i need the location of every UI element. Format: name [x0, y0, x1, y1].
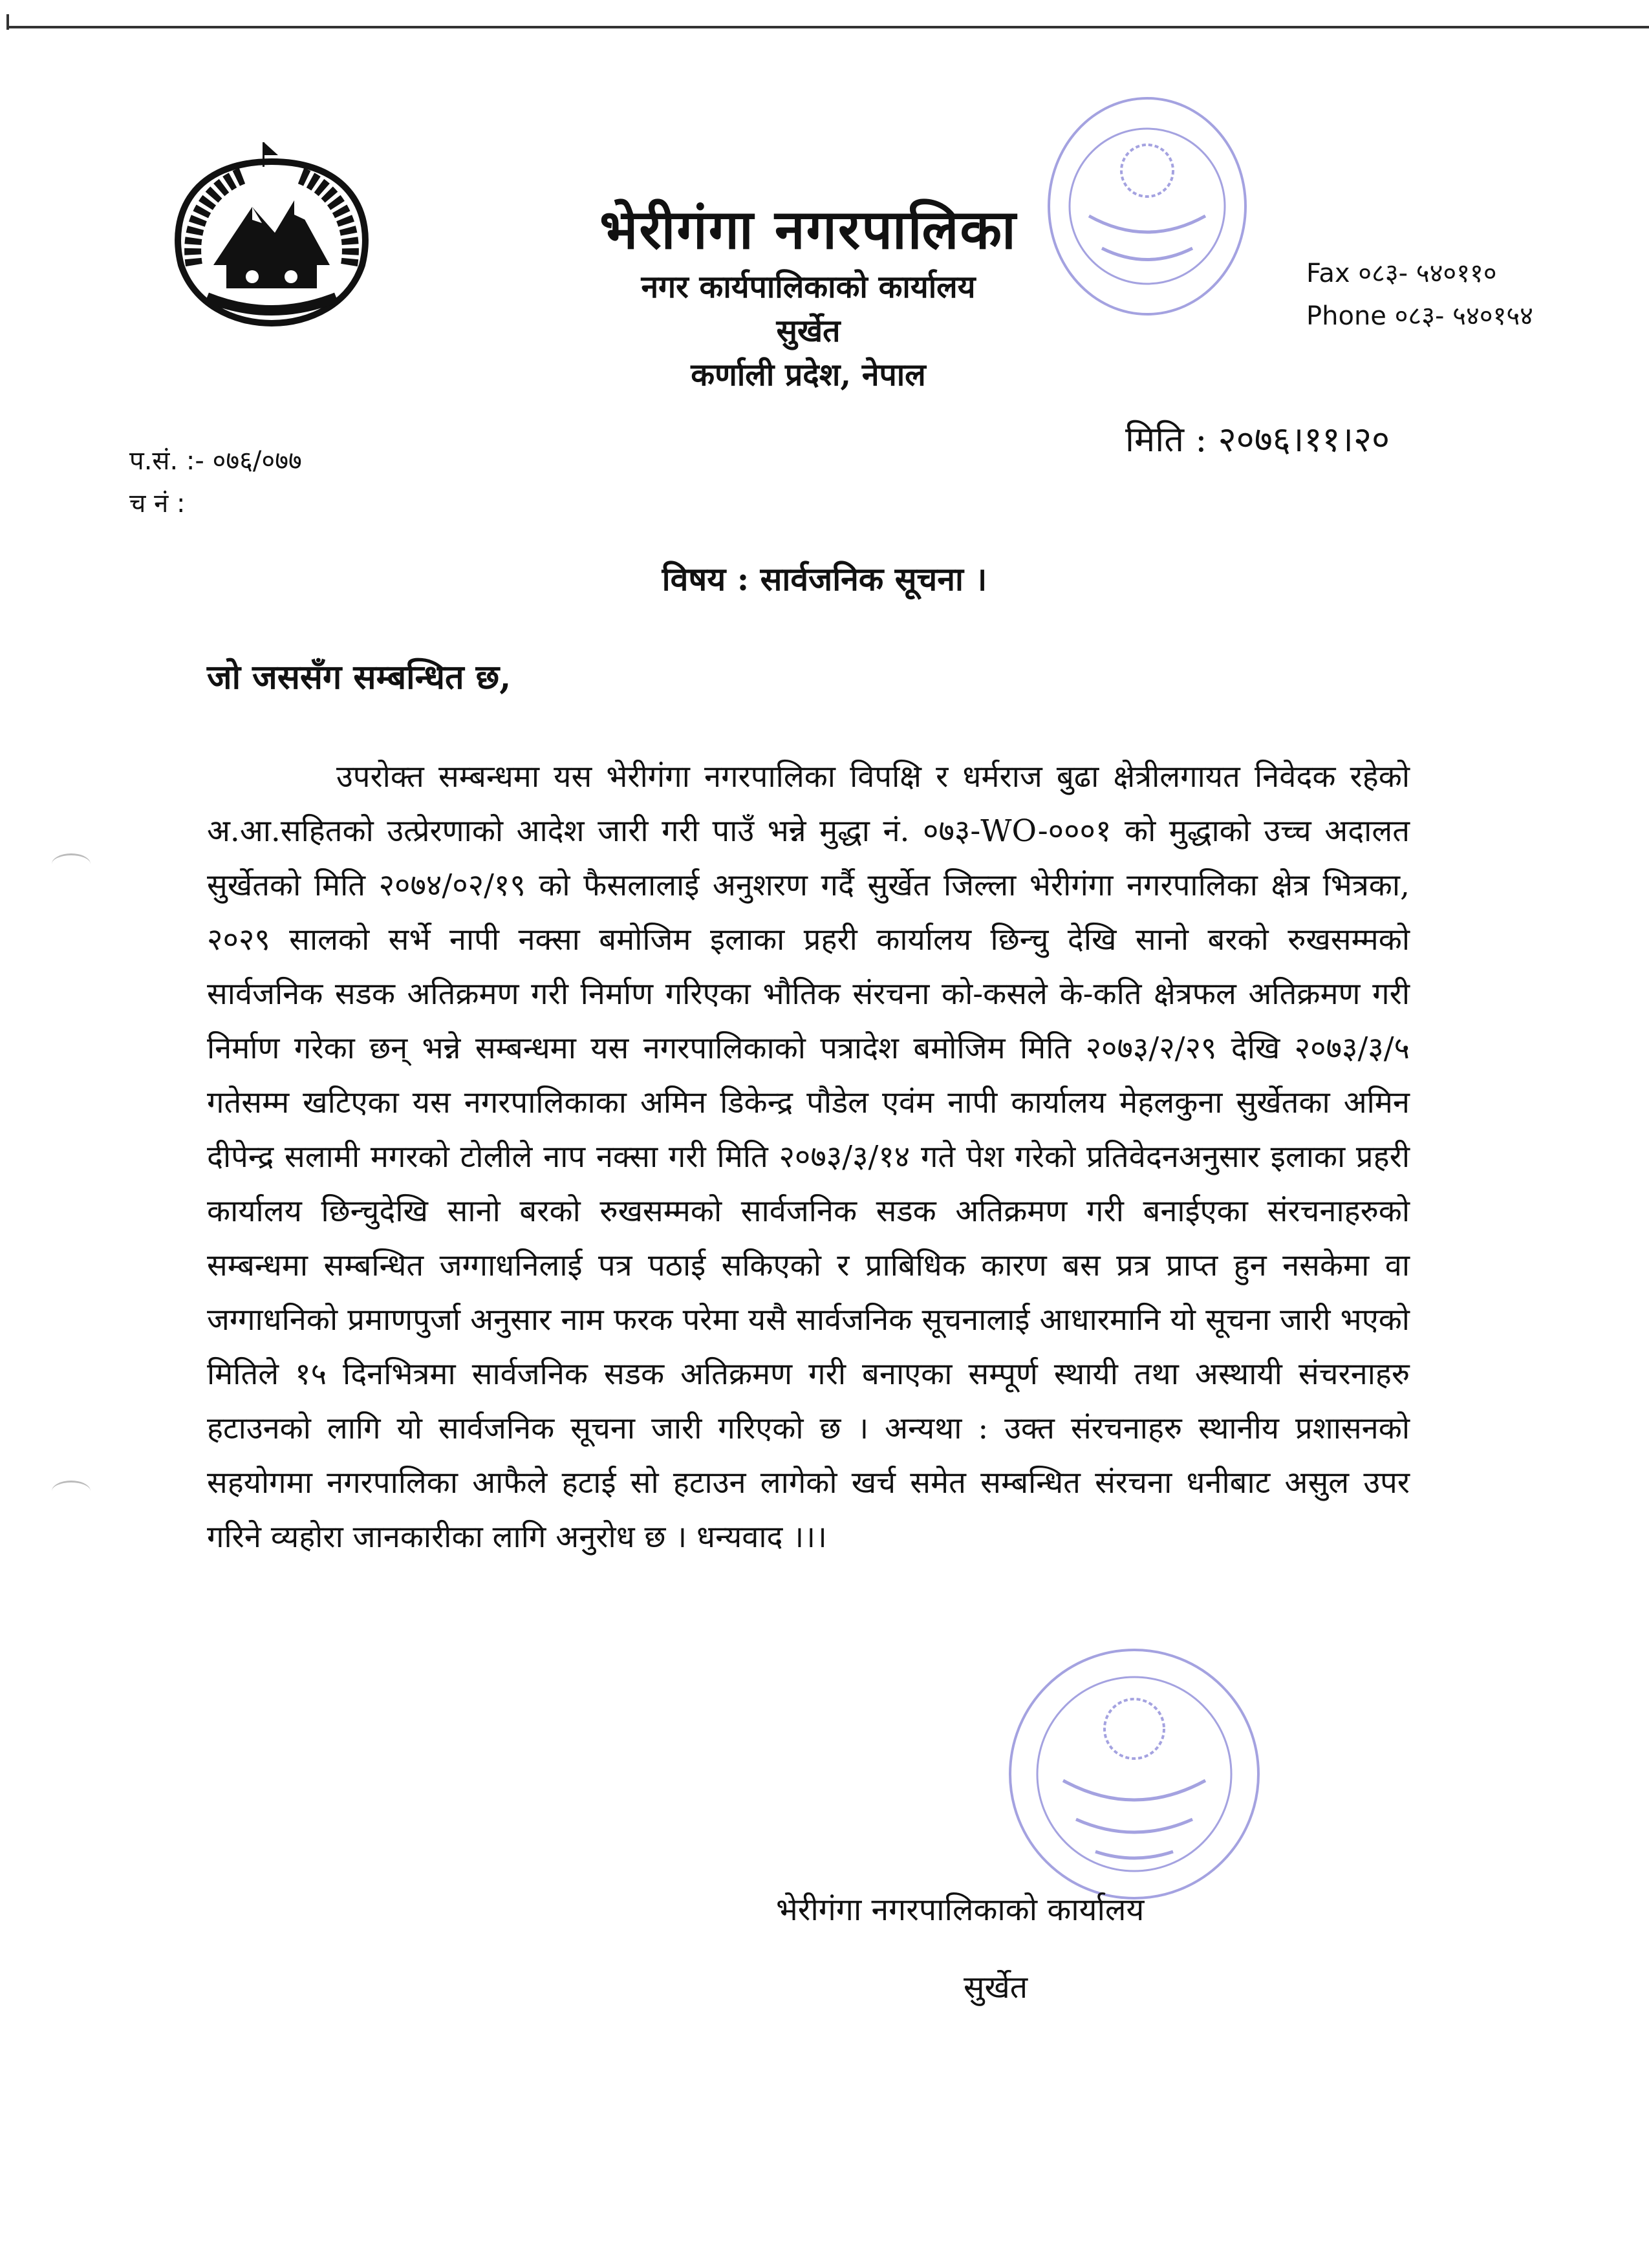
subject-line: विषय : सार्वजनिक सूचना । [662, 560, 987, 598]
salutation: जो जससँग सम्बन्धित छ, [207, 658, 512, 697]
signature-place: सुर्खेत [964, 1969, 1028, 2006]
phone-number: ०८३- ५४०१५४ [1394, 301, 1533, 331]
office-name: नगर कार्यपालिकाको कार्यालय [641, 269, 976, 305]
scan-artifact [52, 853, 91, 875]
scan-artifact [52, 1481, 91, 1502]
phone-label: Phone [1306, 301, 1386, 331]
reference-block [129, 440, 302, 525]
office-seal-icon [1048, 97, 1247, 316]
top-border-line [6, 26, 1649, 28]
province-name: कर्णाली प्रदेश, नेपाल [691, 357, 926, 393]
contact-info [1306, 252, 1533, 337]
letter-number: प.सं. :- ०७६/०७७ [129, 446, 302, 476]
municipality-title: भेरीगंगा नगरपालिका [599, 197, 1017, 261]
letterhead [517, 194, 1099, 397]
notice-body: उपरोक्त सम्बन्धमा यस भेरीगंगा नगरपालिका विपक्षि र धर्मराज बुढा क्षेत्रीलगायत निवेदक रहेको अ.आ.सहितको उत्प्रेरणाको आदेश जारी गरी पाउँ भन्ने मुद्धा नं. ०७३-WO-०००१ को मुद्धाको उच्च अदालत सुर्खेतको मिति २०७४/०२/१९ को फैसलालाई अनुशरण गर्दै सुर्खेत जिल्ला भेरीगंगा नगरपालिका क्षेत्र भित्रका, २०२९ सालको सर्भे नापी नक्सा बमोजिम इलाका प्रहरी कार्यालय छिन्चु देखि सानो बरको रुखसम्मको सार्वजनिक सडक अतिक्रमण गरी निर्माण गरिएका भौतिक संरचना को-कसले के-कति क्षेत्रफल अतिक्रमण गरी निर्माण गरेका छन् भन्ने सम्बन्धमा यस नगरपालिकाको पत्रादेश बमोजिम मिति २०७३/२/२९ देखि २०७३/३/५ गतेसम्म खटिएका यस नगरपालिकाका अमिन डिकेन्द्र पौडेल एवंम नापी कार्यालय मेहलकुना सुर्खेतका अमिन दीपेन्द्र सलामी मगरको टोलीले नाप नक्सा गरी मिति २०७३/३/१४ गते पेश गरेको प्रतिवेदनअनुसार इलाका प्रहरी कार्यालय छिन्चुदेखि सानो बरको रुखसम्मको सार्वजनिक सडक अतिक्रमण गरी बनाईएका संरचनाहरुको सम्बन्धमा सम्बन्धित जग्गाधनिलाई पत्र पठाई सकिएको र प्राबिधिक कारण बस प्रत्र प्राप्त हुन नसकेमा वा जग्गाधनिको प्रमाणपुर्जा अनुसार नाम फरक परेमा यसै सार्वजनिक सूचनालाई आधारमानि यो सूचना जारी भएको मितिले १५ दिनभित्रमा सार्वजनिक सडक अतिक्रमण गरी बनाएका सम्पूर्ण स्थायी तथा अस्थायी संचरनाहरु हटाउनको लागि यो सार्वजनिक सूचना जारी गरिएको छ । अन्यथा : उक्त संरचनाहरु स्थानीय प्रशासनको सहयोगमा नगरपालिका आफैले हटाई सो हटाउन लागेको खर्च समेत सम्बन्धित संरचना धनीबाट असुल उपर गरिने व्यहोरा जानकारीका लागि अनुरोध छ । धन्यवाद ।।। [207, 759, 1410, 1555]
fax-line [1306, 252, 1533, 295]
office-seal-icon [1009, 1649, 1260, 1899]
letter-date: मिति : २०७६।११।२० [1125, 419, 1390, 460]
fax-number: ०८३- ५४०११० [1358, 259, 1497, 288]
signature-office: भेरीगंगा नगरपालिकाको कार्यालय [776, 1892, 1145, 1928]
phone-line [1306, 295, 1533, 337]
nepal-emblem-icon [155, 136, 388, 330]
district-name: सुर्खेत [776, 313, 841, 349]
fax-label: Fax [1306, 259, 1350, 288]
dispatch-number: च नं : [129, 489, 186, 519]
